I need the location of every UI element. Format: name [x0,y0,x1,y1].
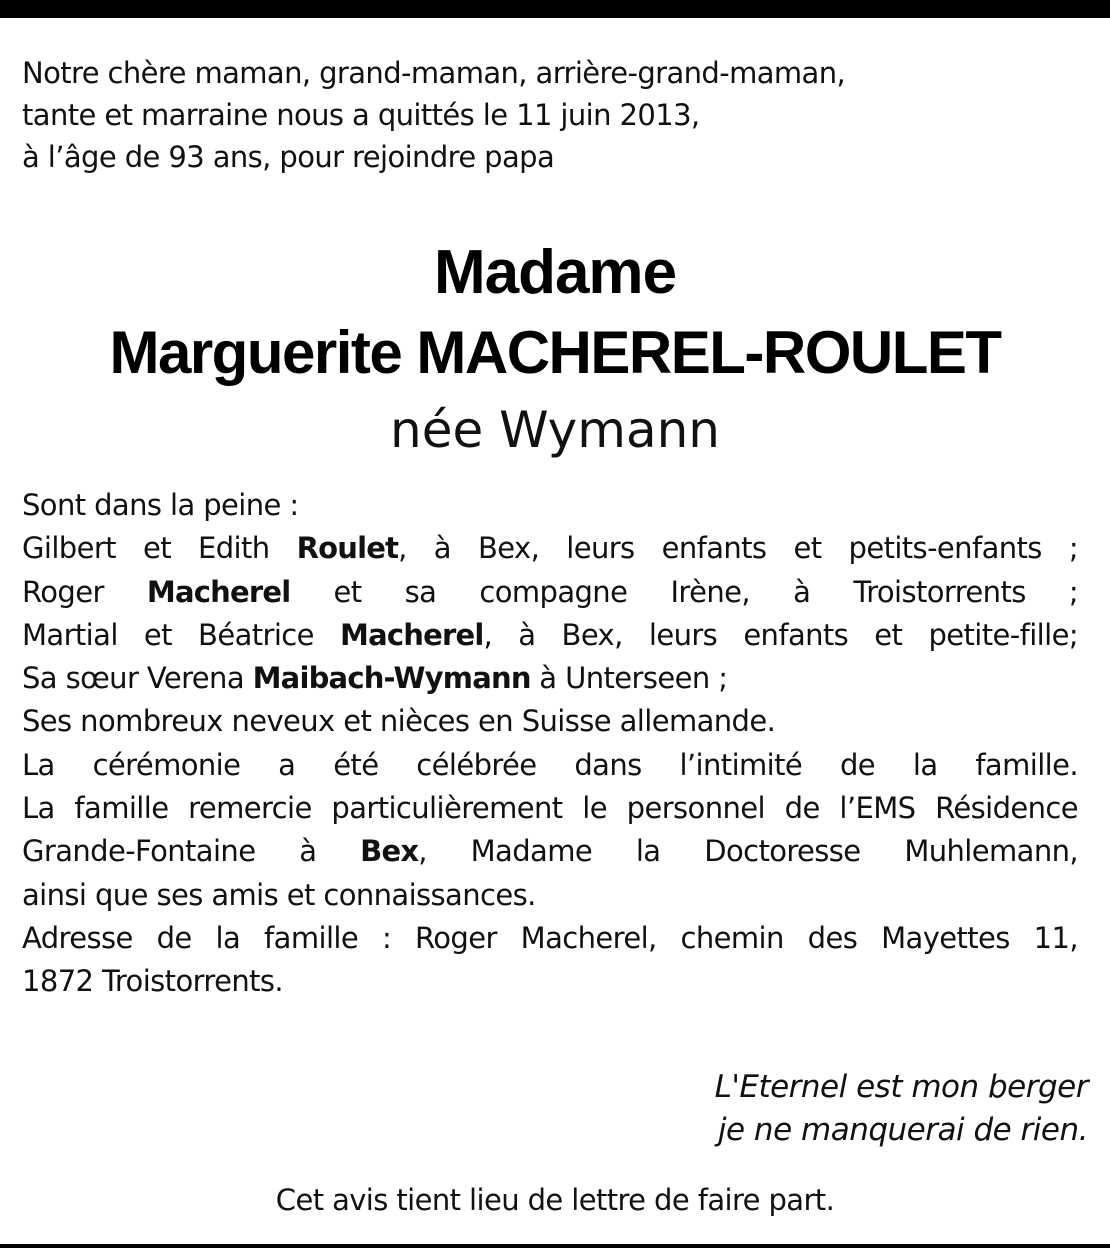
mourner-line: Ses nombreux neveux et nièces en Suisse allemande. [22,704,776,739]
footer-note: Cet avis tient lieu de lettre de faire part. [275,1183,835,1217]
thanks-text: , Madame la Doctoresse Muhlemann, [418,834,1078,869]
address-line: Adresse de la famille : Roger Macherel, chemin des Mayettes 11, [22,920,1078,955]
deceased-name: Marguerite MACHEREL-ROULET [109,319,1001,386]
intro-line: à l’âge de 93 ans, pour rejoindre papa [22,140,555,174]
mourner-text: , à Bex, leurs enfants et petite-fille; [483,617,1078,652]
mourners-heading: Sont dans la peine : [22,488,299,522]
deceased-title: Madame [433,238,677,307]
announcement-body [22,484,1078,1004]
mourner-text: à Unterseen ; [530,661,728,696]
top-border-rule [0,0,1110,18]
thanks-line: La famille remercie particulièrement le personnel de l’EMS Résidence [22,791,1078,826]
verse-line: je ne manquerai de rien. [717,1112,1088,1148]
bottom-border-rule [0,1244,1110,1248]
mourner-text: Martial et Béatrice [22,617,341,652]
scripture-verse [488,1066,1088,1152]
mourner-text: Roger [22,574,147,609]
intro-line: Notre chère maman, grand-maman, arrière-grand-maman, [22,56,846,90]
mourner-line [22,657,1078,700]
mourner-text: Sa sœur Verena [22,661,253,696]
deceased-maiden-name: née Wymann [390,401,720,459]
ceremony-line: La cérémonie a été célébrée dans l’intimité de la famille. [22,747,1078,782]
thanks-text: Grande-Fontaine à [22,834,361,869]
mourner-surname: Roulet [296,531,399,566]
mourner-text: Gilbert et Edith [22,531,297,566]
thanks-place: Bex [360,834,419,869]
mourner-line [22,571,1078,614]
verse-line: L'Eternel est mon berger [714,1069,1088,1105]
thanks-line: ainsi que ses amis et connaissances. [22,877,536,912]
mourner-surname: Maibach-Wymann [252,661,531,696]
intro-line: tante et marraine nous a quittés le 11 juin 2013, [22,98,700,132]
mourner-surname: Macherel [146,574,291,609]
mourner-line [22,614,1078,657]
thanks-line [22,830,1078,873]
mourner-line [22,527,1078,570]
address-line: 1872 Troistorrents. [22,964,283,999]
mourner-text: et sa compagne Irène, à Troistorrents ; [290,574,1079,609]
mourner-surname: Macherel [340,617,484,652]
intro-paragraph [22,52,1022,178]
mourner-text: , à Bex, leurs enfants et petits-enfants ; [398,531,1078,566]
